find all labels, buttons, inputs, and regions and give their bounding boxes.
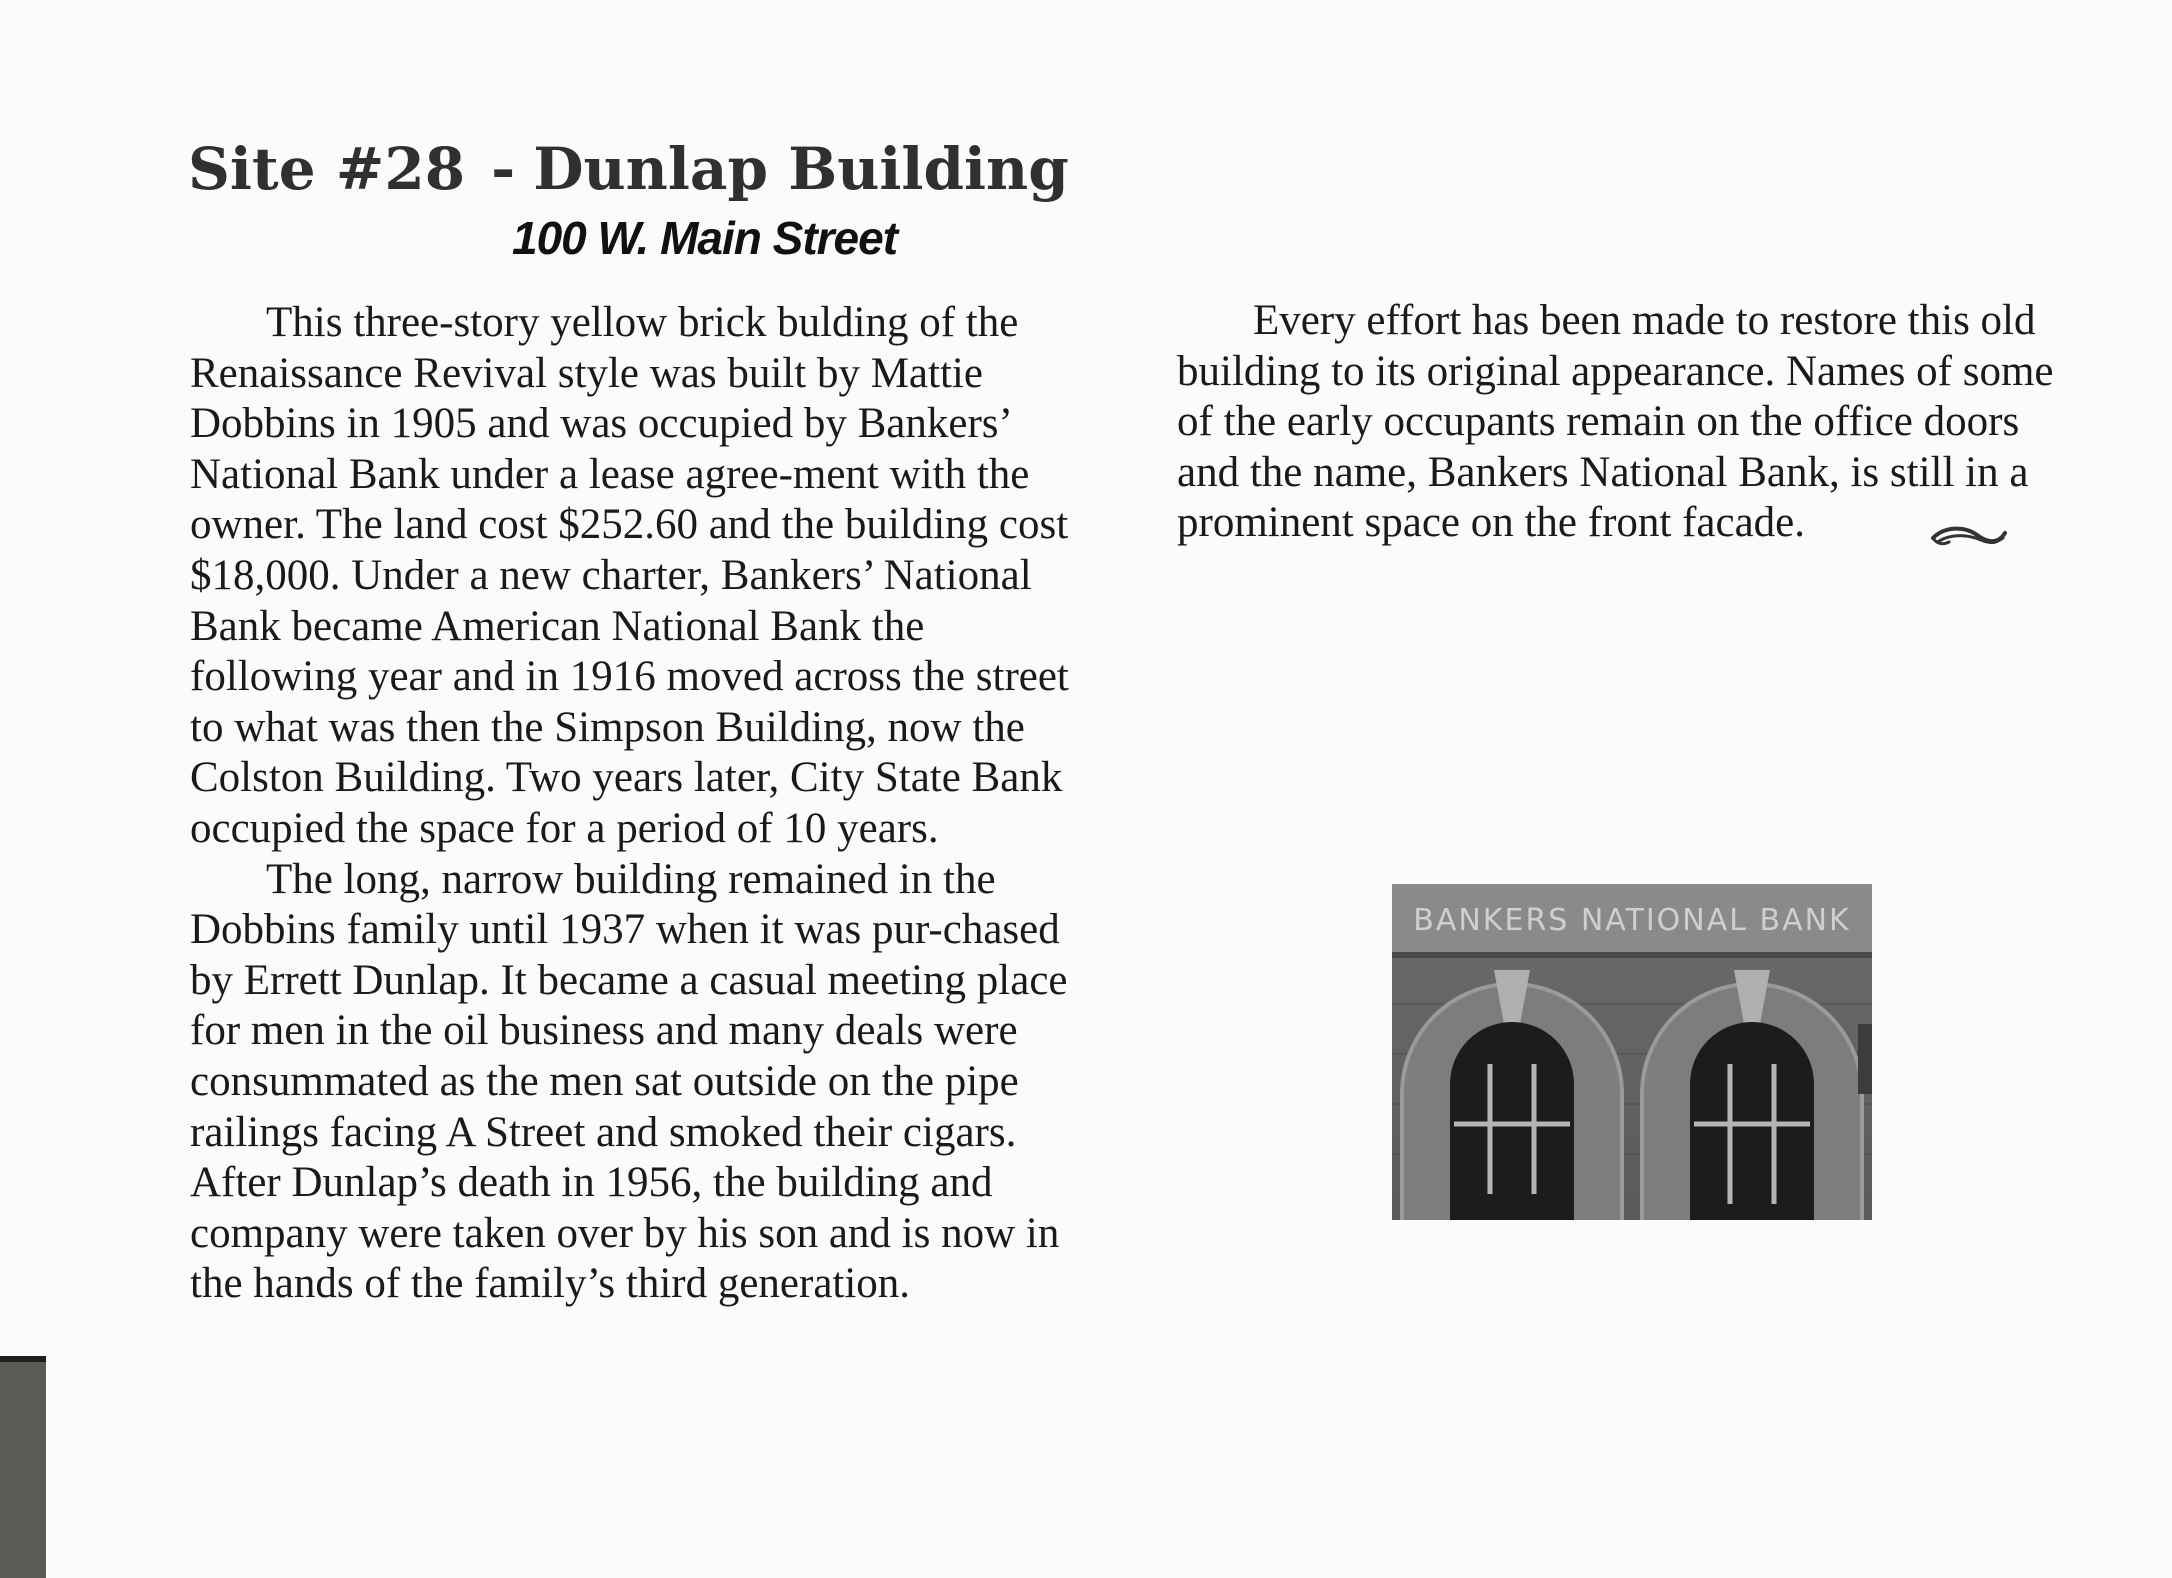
site-label: Site #28 [188,135,466,203]
building-name: Dunlap Building [533,135,1069,203]
title-separator: - [491,135,516,203]
left-column [190,298,1070,1310]
address-subtitle: 100 W. Main Street [512,212,898,264]
restoration-text: Every effort has been made to restore this old building to its original appearance. Names of some of the early occupants remain on the office doors and the name, Bankers National Bank, is still in a prominent space on the front facade. [1177,297,2054,547]
right-column [1177,296,2057,549]
paragraph-restoration [1177,296,2057,549]
flourish-icon [1853,513,1931,541]
bank-sign-text: BANKERS NATIONAL BANK [1413,903,1851,938]
building-facade-photo [1392,884,1872,1220]
paragraph-history: This three-story yellow brick bulding of the Renaissance Revival style was built by Mattie Dobbins in 1905 and was occupied by Bankers’ National Bank under a lease agree-ment with the owner. The land cost $252.60 and the building cost $18,000. Under a new charter, Bankers’ National Bank became American National Bank the following year and in 1916 moved across the street to what was then the Simpson Building, now the Colston Building. Two years later, City State Bank occupied the space for a period of 10 years. [190,299,1069,852]
page-edge-tab [0,1356,46,1578]
page-title [188,128,1069,210]
paragraph-dunlap: The long, narrow building remained in the Dobbins family until 1937 when it was pur-chased by Errett Dunlap. It became a casual meeting place for men in the oil business and many deals were consummated as the men sat outside on the pipe railings facing A Street and smoked their cigars. After Dunlap’s death in 1956, the building and company were taken over by his son and is now in the hands of the family’s third generation. [190,855,1068,1308]
